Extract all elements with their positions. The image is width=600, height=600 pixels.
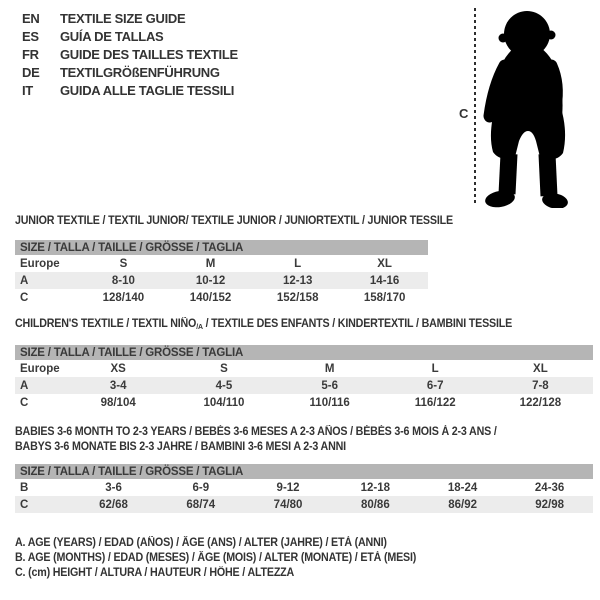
table-row (15, 394, 593, 411)
cell: 74/80 (244, 496, 331, 513)
language-code: DE (22, 65, 40, 80)
language-code: ES (22, 29, 39, 44)
row-label: A (15, 272, 80, 289)
legend-line-a: A. AGE (YEARS) / EDAD (AÑOS) / ÂGE (ANS) / ALTER (JAHRE) / ETÀ (ANNI) (15, 537, 387, 549)
row-label: Europe (20, 257, 60, 270)
row-label: Europe (20, 362, 60, 375)
cell: 10-12 (167, 272, 254, 289)
cell: 128/140 (102, 291, 145, 304)
size-header-bar: SIZE / TALLA / TAILLE / GRÖSSE / TAGLIA (15, 345, 593, 360)
cell: XL (533, 362, 548, 375)
language-row-de (22, 64, 238, 82)
language-row-es (22, 28, 238, 46)
cell: 140/152 (189, 291, 232, 304)
cell: 92/98 (506, 496, 593, 513)
cell: 6-9 (192, 481, 210, 494)
babies-size-table (15, 464, 593, 513)
size-header-bar: SIZE / TALLA / TAILLE / GRÖSSE / TAGLIA (15, 240, 428, 255)
measurement-legend (15, 536, 446, 581)
table-row (15, 255, 428, 272)
cell: S (220, 362, 228, 375)
cell: L (431, 362, 439, 375)
cell: 14-16 (341, 272, 428, 289)
language-label: TEXTILE SIZE GUIDE (60, 11, 186, 26)
children-size-table (15, 345, 593, 411)
cell: 98/104 (100, 396, 136, 409)
cell: S (119, 257, 128, 270)
language-code: FR (22, 47, 39, 62)
legend-line-c: C. (cm) HEIGHT / ALTURA / HAUTEUR / HÖHE / ALTEZZA (15, 567, 295, 579)
table-row (15, 377, 593, 394)
babies-table-section (15, 425, 593, 513)
children-table-section (15, 318, 593, 411)
cell: L (294, 257, 302, 270)
cell: 62/68 (70, 496, 157, 513)
cell: 122/128 (519, 396, 562, 409)
height-measure-line (474, 8, 476, 206)
language-row-fr (22, 46, 238, 64)
row-label: C (20, 291, 29, 304)
cell: 3-4 (65, 377, 171, 394)
cell: XL (377, 257, 392, 270)
language-label: TEXTILGRÖßENFÜHRUNG (60, 65, 220, 80)
language-row-it (22, 82, 238, 100)
cell: 110/116 (309, 396, 350, 409)
cell: 3-6 (105, 481, 122, 494)
cell: 116/122 (414, 396, 456, 409)
cell: XS (110, 362, 126, 375)
table-row (15, 272, 428, 289)
cell: 12-13 (254, 272, 341, 289)
language-code: IT (22, 83, 33, 98)
cell: 12-18 (360, 481, 391, 494)
cell: M (324, 362, 335, 375)
table-row (15, 360, 593, 377)
row-label: C (15, 496, 70, 513)
height-measure-label: C (459, 106, 469, 121)
language-list (22, 10, 238, 100)
language-label: GUÍA DE TALLAS (60, 29, 164, 44)
baby-figure-icon (478, 4, 578, 208)
language-label: GUIDA ALLE TAGLIE TESSILI (60, 83, 235, 98)
table-row (15, 289, 428, 306)
children-table-title: CHILDREN'S TEXTILE / TEXTIL $NIÑO_{/A}$ / TEXTILE DES ENFANTS / KINDERTEXTIL / BAMBINI TESSILE (15, 318, 513, 331)
cell: M (205, 257, 216, 270)
babies-table-title: BABIES 3-6 MONTH TO 2-3 YEARS / BEBÉS 3-6 MESES A 2-3 AÑOS / BÉBÉS 3-6 MOIS À 2-3 ANS / BABYS 3-6 MONATE BIS 2-3 JAHRE / BAMBINI 3-6 MESI A 2-3 ANNI (15, 426, 497, 453)
language-label: GUIDE DES TAILLES TEXTILE (60, 47, 238, 62)
cell: 18-24 (447, 481, 478, 494)
junior-size-table (15, 240, 428, 306)
cell: 104/110 (203, 396, 245, 409)
row-label: B (20, 481, 29, 494)
cell: 8-10 (80, 272, 167, 289)
cell: 4-5 (171, 377, 277, 394)
table-row (15, 479, 593, 496)
cell: 158/170 (363, 291, 406, 304)
size-header-bar: SIZE / TALLA / TAILLE / GRÖSSE / TAGLIA (15, 464, 593, 479)
cell: 9-12 (276, 481, 300, 494)
cell: 5-6 (277, 377, 383, 394)
cell: 68/74 (157, 496, 244, 513)
cell: 86/92 (419, 496, 506, 513)
cell: 7-8 (488, 377, 593, 394)
language-code: EN (22, 11, 40, 26)
cell: 6-7 (383, 377, 488, 394)
row-label: C (20, 396, 29, 409)
row-label: A (15, 377, 65, 394)
cell: 152/158 (276, 291, 319, 304)
cell: 24-36 (534, 481, 565, 494)
junior-table-section (15, 215, 453, 306)
cell: 80/86 (332, 496, 419, 513)
legend-line-b: B. AGE (MONTHS) / EDAD (MESES) / ÂGE (MOIS) / ALTER (MONATE) / ETÀ (MESI) (15, 552, 417, 564)
language-row-en (22, 10, 238, 28)
junior-table-title: JUNIOR TEXTILE / TEXTIL JUNIOR/ TEXTILE JUNIOR / JUNIORTEXTIL / JUNIOR TESSILE (15, 215, 453, 227)
table-row (15, 496, 593, 513)
